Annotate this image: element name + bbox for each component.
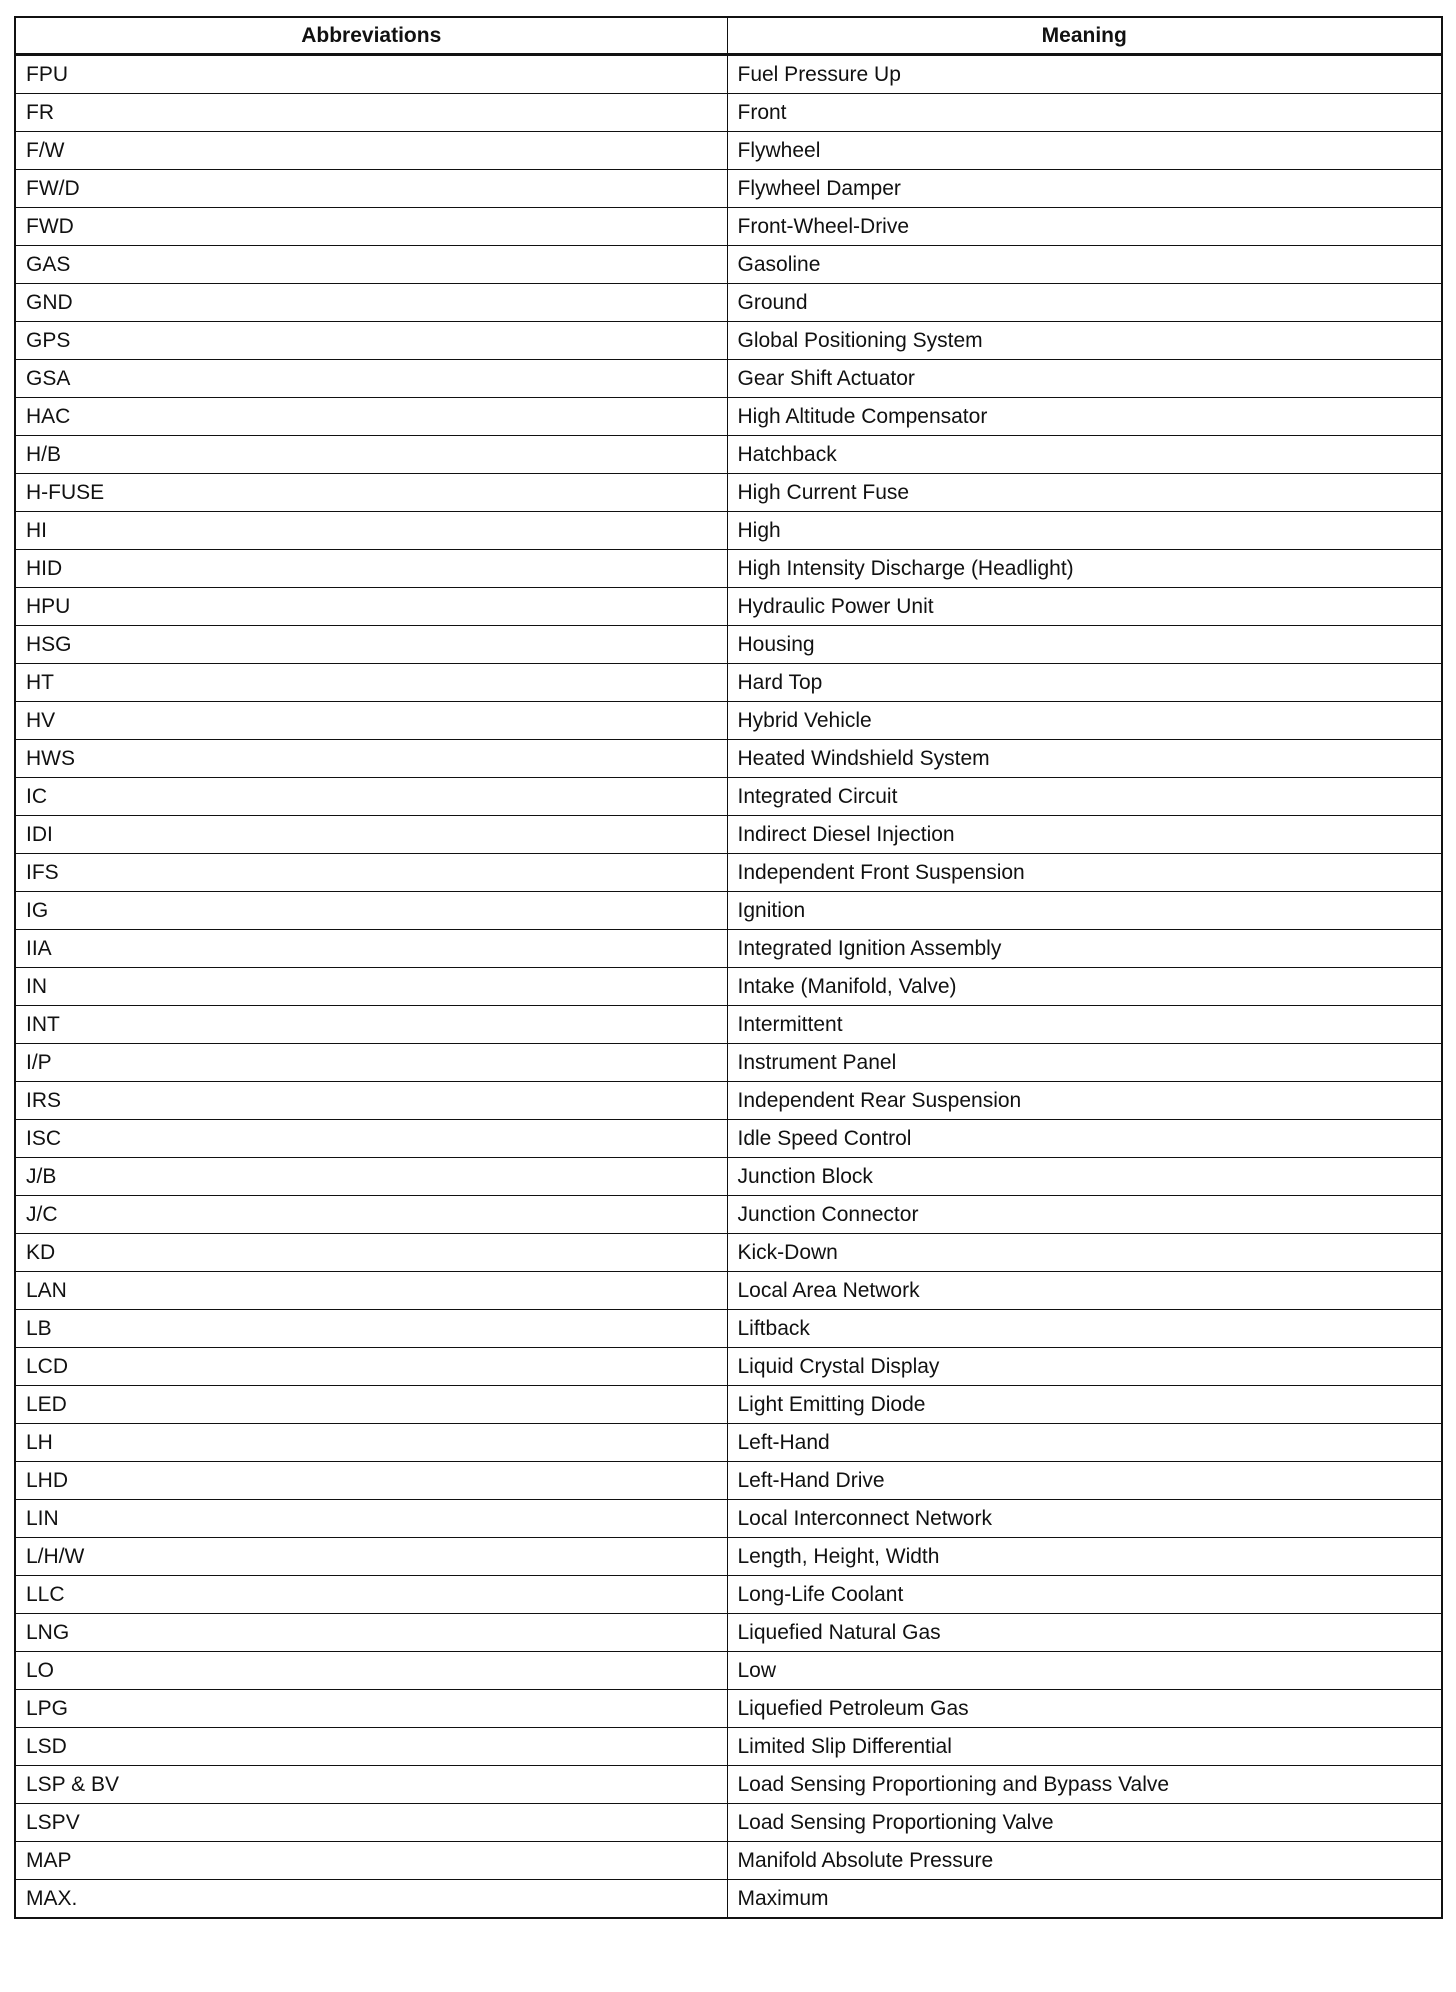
table-row (15, 854, 1442, 892)
abbreviation-cell: LO (15, 1652, 727, 1690)
meaning-cell: Intake (Manifold, Valve) (727, 968, 1442, 1006)
table-row (15, 398, 1442, 436)
abbreviation-cell: LB (15, 1310, 727, 1348)
meaning-cell: Local Area Network (727, 1272, 1442, 1310)
table-row (15, 816, 1442, 854)
abbreviation-cell: IIA (15, 930, 727, 968)
meaning-cell: Long-Life Coolant (727, 1576, 1442, 1614)
table-row (15, 55, 1442, 94)
abbreviation-cell: I/P (15, 1044, 727, 1082)
abbreviation-cell: LIN (15, 1500, 727, 1538)
meaning-cell: Maximum (727, 1880, 1442, 1919)
abbreviation-cell: ISC (15, 1120, 727, 1158)
table-row (15, 1006, 1442, 1044)
meaning-cell: Flywheel (727, 132, 1442, 170)
abbreviation-cell: HV (15, 702, 727, 740)
meaning-cell: Gear Shift Actuator (727, 360, 1442, 398)
table-row (15, 132, 1442, 170)
table-row (15, 1424, 1442, 1462)
abbreviation-cell: LSP & BV (15, 1766, 727, 1804)
meaning-cell: Left-Hand Drive (727, 1462, 1442, 1500)
table-row (15, 778, 1442, 816)
abbreviation-cell: LH (15, 1424, 727, 1462)
meaning-cell: High Altitude Compensator (727, 398, 1442, 436)
meaning-cell: Integrated Circuit (727, 778, 1442, 816)
meaning-cell: Liquid Crystal Display (727, 1348, 1442, 1386)
meaning-cell: Load Sensing Proportioning Valve (727, 1804, 1442, 1842)
meaning-cell: Junction Block (727, 1158, 1442, 1196)
table-row (15, 208, 1442, 246)
meaning-cell: Light Emitting Diode (727, 1386, 1442, 1424)
meaning-cell: Length, Height, Width (727, 1538, 1442, 1576)
table-body (15, 55, 1442, 1919)
abbreviation-cell: HSG (15, 626, 727, 664)
abbreviation-cell: IG (15, 892, 727, 930)
table-row (15, 1082, 1442, 1120)
table-row (15, 702, 1442, 740)
table-row (15, 436, 1442, 474)
abbreviation-cell: FW/D (15, 170, 727, 208)
meaning-cell: Liquefied Petroleum Gas (727, 1690, 1442, 1728)
abbreviation-cell: L/H/W (15, 1538, 727, 1576)
table-row (15, 1386, 1442, 1424)
table-row (15, 664, 1442, 702)
table-row (15, 1766, 1442, 1804)
table-row (15, 512, 1442, 550)
meaning-cell: Ignition (727, 892, 1442, 930)
abbreviation-cell: LLC (15, 1576, 727, 1614)
table-row (15, 360, 1442, 398)
meaning-cell: Idle Speed Control (727, 1120, 1442, 1158)
abbreviation-cell: J/C (15, 1196, 727, 1234)
table-row (15, 1576, 1442, 1614)
meaning-cell: Flywheel Damper (727, 170, 1442, 208)
abbreviation-cell: HWS (15, 740, 727, 778)
meaning-cell: High Intensity Discharge (Headlight) (727, 550, 1442, 588)
meaning-cell: Integrated Ignition Assembly (727, 930, 1442, 968)
header-abbreviations: Abbreviations (15, 17, 727, 55)
table-row (15, 246, 1442, 284)
abbreviation-cell: LPG (15, 1690, 727, 1728)
abbreviation-cell: LNG (15, 1614, 727, 1652)
table-row (15, 1500, 1442, 1538)
table-row (15, 170, 1442, 208)
table-row (15, 1880, 1442, 1919)
meaning-cell: Liquefied Natural Gas (727, 1614, 1442, 1652)
table-header (15, 17, 1442, 55)
abbreviation-cell: LSD (15, 1728, 727, 1766)
meaning-cell: Manifold Absolute Pressure (727, 1842, 1442, 1880)
table-row (15, 550, 1442, 588)
meaning-cell: Hydraulic Power Unit (727, 588, 1442, 626)
meaning-cell: Local Interconnect Network (727, 1500, 1442, 1538)
meaning-cell: High Current Fuse (727, 474, 1442, 512)
meaning-cell: Fuel Pressure Up (727, 55, 1442, 94)
table-row (15, 1272, 1442, 1310)
abbreviation-cell: H/B (15, 436, 727, 474)
table-row (15, 1196, 1442, 1234)
table-row (15, 1044, 1442, 1082)
abbreviations-table (14, 16, 1443, 1919)
table-row (15, 284, 1442, 322)
abbreviation-cell: LCD (15, 1348, 727, 1386)
meaning-cell: Intermittent (727, 1006, 1442, 1044)
abbreviation-cell: INT (15, 1006, 727, 1044)
meaning-cell: Hard Top (727, 664, 1442, 702)
abbreviation-cell: IN (15, 968, 727, 1006)
abbreviation-cell: FWD (15, 208, 727, 246)
meaning-cell: Heated Windshield System (727, 740, 1442, 778)
table-row (15, 474, 1442, 512)
abbreviation-cell: H-FUSE (15, 474, 727, 512)
abbreviation-cell: HPU (15, 588, 727, 626)
abbreviation-cell: GPS (15, 322, 727, 360)
header-row (15, 17, 1442, 55)
meaning-cell: Gasoline (727, 246, 1442, 284)
meaning-cell: Low (727, 1652, 1442, 1690)
abbreviation-cell: GAS (15, 246, 727, 284)
meaning-cell: Global Positioning System (727, 322, 1442, 360)
table-row (15, 1614, 1442, 1652)
table-row (15, 94, 1442, 132)
table-row (15, 892, 1442, 930)
abbreviation-cell: IFS (15, 854, 727, 892)
meaning-cell: Limited Slip Differential (727, 1728, 1442, 1766)
abbreviation-cell: F/W (15, 132, 727, 170)
meaning-cell: Left-Hand (727, 1424, 1442, 1462)
abbreviation-cell: IDI (15, 816, 727, 854)
abbreviation-cell: LHD (15, 1462, 727, 1500)
table-row (15, 1120, 1442, 1158)
meaning-cell: Hybrid Vehicle (727, 702, 1442, 740)
meaning-cell: Junction Connector (727, 1196, 1442, 1234)
table-row (15, 968, 1442, 1006)
table-row (15, 322, 1442, 360)
table-row (15, 1690, 1442, 1728)
table-row (15, 626, 1442, 664)
table-row (15, 930, 1442, 968)
abbreviation-cell: GSA (15, 360, 727, 398)
abbreviation-cell: HT (15, 664, 727, 702)
abbreviation-cell: LED (15, 1386, 727, 1424)
abbreviation-cell: FR (15, 94, 727, 132)
meaning-cell: Liftback (727, 1310, 1442, 1348)
meaning-cell: Indirect Diesel Injection (727, 816, 1442, 854)
abbreviation-cell: HAC (15, 398, 727, 436)
abbreviation-cell: LAN (15, 1272, 727, 1310)
meaning-cell: Independent Rear Suspension (727, 1082, 1442, 1120)
meaning-cell: Front-Wheel-Drive (727, 208, 1442, 246)
meaning-cell: Load Sensing Proportioning and Bypass Valve (727, 1766, 1442, 1804)
table-row (15, 588, 1442, 626)
table-row (15, 1804, 1442, 1842)
table-row (15, 1538, 1442, 1576)
table-row (15, 1158, 1442, 1196)
table-row (15, 1842, 1442, 1880)
meaning-cell: High (727, 512, 1442, 550)
abbreviation-cell: KD (15, 1234, 727, 1272)
table-row (15, 740, 1442, 778)
abbreviation-cell: FPU (15, 55, 727, 94)
abbreviation-cell: IRS (15, 1082, 727, 1120)
abbreviation-cell: LSPV (15, 1804, 727, 1842)
abbreviation-cell: IC (15, 778, 727, 816)
abbreviation-cell: MAP (15, 1842, 727, 1880)
table-row (15, 1652, 1442, 1690)
table-row (15, 1234, 1442, 1272)
meaning-cell: Front (727, 94, 1442, 132)
table-row (15, 1348, 1442, 1386)
abbreviation-cell: HI (15, 512, 727, 550)
meaning-cell: Instrument Panel (727, 1044, 1442, 1082)
abbreviation-cell: GND (15, 284, 727, 322)
abbreviation-cell: J/B (15, 1158, 727, 1196)
abbreviation-cell: HID (15, 550, 727, 588)
header-meaning: Meaning (727, 17, 1442, 55)
meaning-cell: Housing (727, 626, 1442, 664)
meaning-cell: Kick-Down (727, 1234, 1442, 1272)
table-row (15, 1728, 1442, 1766)
table-row (15, 1310, 1442, 1348)
meaning-cell: Independent Front Suspension (727, 854, 1442, 892)
meaning-cell: Ground (727, 284, 1442, 322)
meaning-cell: Hatchback (727, 436, 1442, 474)
abbreviation-cell: MAX. (15, 1880, 727, 1919)
table-row (15, 1462, 1442, 1500)
